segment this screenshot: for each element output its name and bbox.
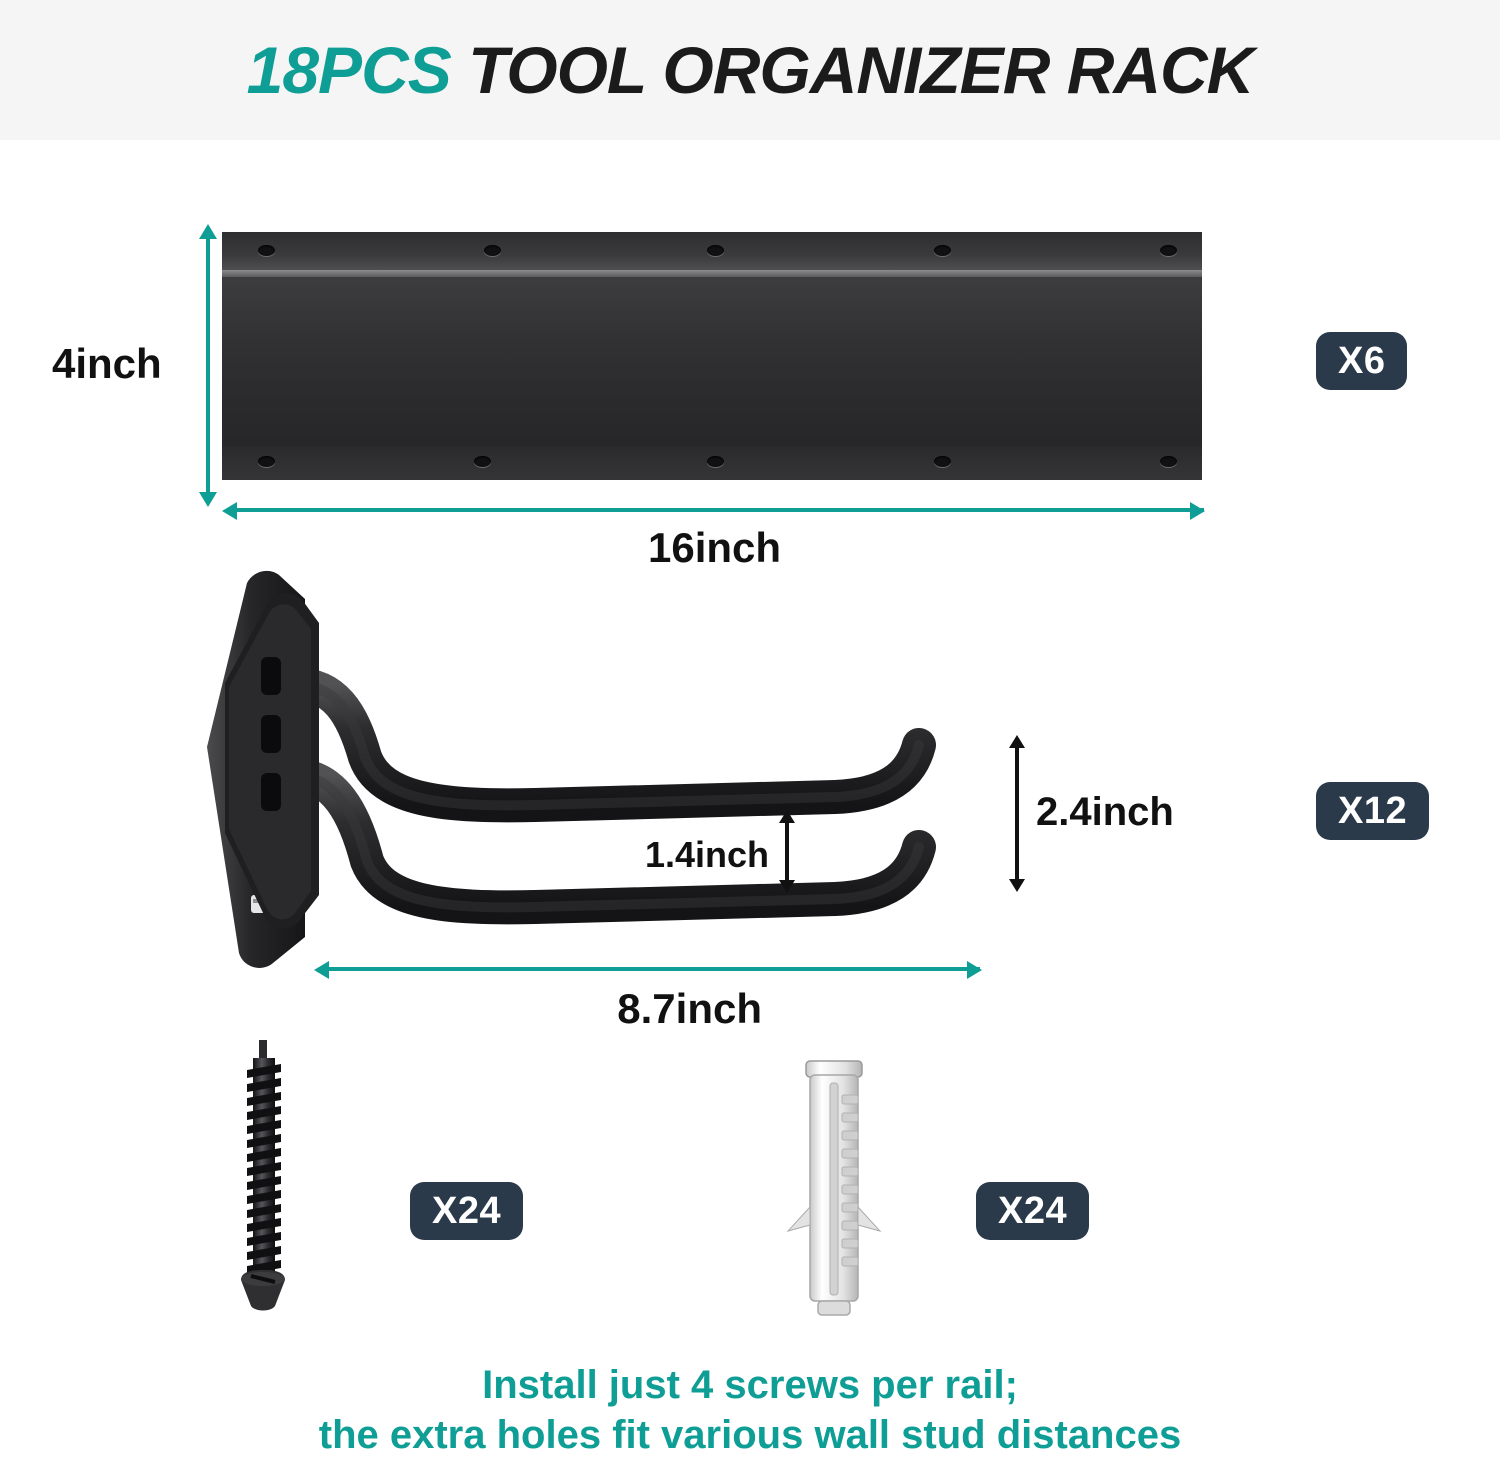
- header-banner: [0, 0, 1500, 140]
- rail-hole: [484, 245, 501, 256]
- screw-svg: [215, 1040, 335, 1320]
- anchor-illustration: [780, 1055, 900, 1325]
- footer-line-2: the extra holes fit various wall stud distances: [318, 1413, 1182, 1457]
- screw-qty-badge: X24: [410, 1182, 523, 1240]
- rail-hole: [934, 456, 951, 467]
- rail-height-label: 4inch: [52, 340, 162, 387]
- rail-hole: [1160, 245, 1177, 256]
- hook-outer-height-label: 2.4inch: [1036, 790, 1174, 834]
- rail-illustration: [222, 232, 1202, 480]
- footer-note: [0, 1360, 1500, 1460]
- rail-hole: [707, 245, 724, 256]
- rail-hole: [474, 456, 491, 467]
- screw-illustration: [215, 1040, 335, 1320]
- hook-svg: [195, 565, 1025, 985]
- footer-line-1: Install just 4 screws per rail;: [482, 1363, 1018, 1407]
- anchor-qty-badge: X24: [976, 1182, 1089, 1240]
- rail-hole: [1160, 456, 1177, 467]
- page-title: [246, 33, 1254, 107]
- rail-groove: [222, 270, 1202, 277]
- hook-inner-height-label: 1.4inch: [645, 834, 770, 875]
- rail-hole: [934, 245, 951, 256]
- rail-hole: [258, 456, 275, 467]
- rail-qty-badge: X6: [1316, 332, 1407, 390]
- rail-hole: [707, 456, 724, 467]
- hook-qty-badge: X12: [1316, 782, 1429, 840]
- page-title-accent: 18PCS: [246, 33, 451, 107]
- rail-width-label: 16inch: [648, 524, 782, 571]
- page-title-rest: TOOL ORGANIZER RACK: [450, 33, 1254, 107]
- anchor-svg: [780, 1055, 900, 1325]
- hook-depth-label: 8.7inch: [617, 985, 762, 1032]
- rail-hole: [258, 245, 275, 256]
- hook-illustration: [195, 565, 1025, 985]
